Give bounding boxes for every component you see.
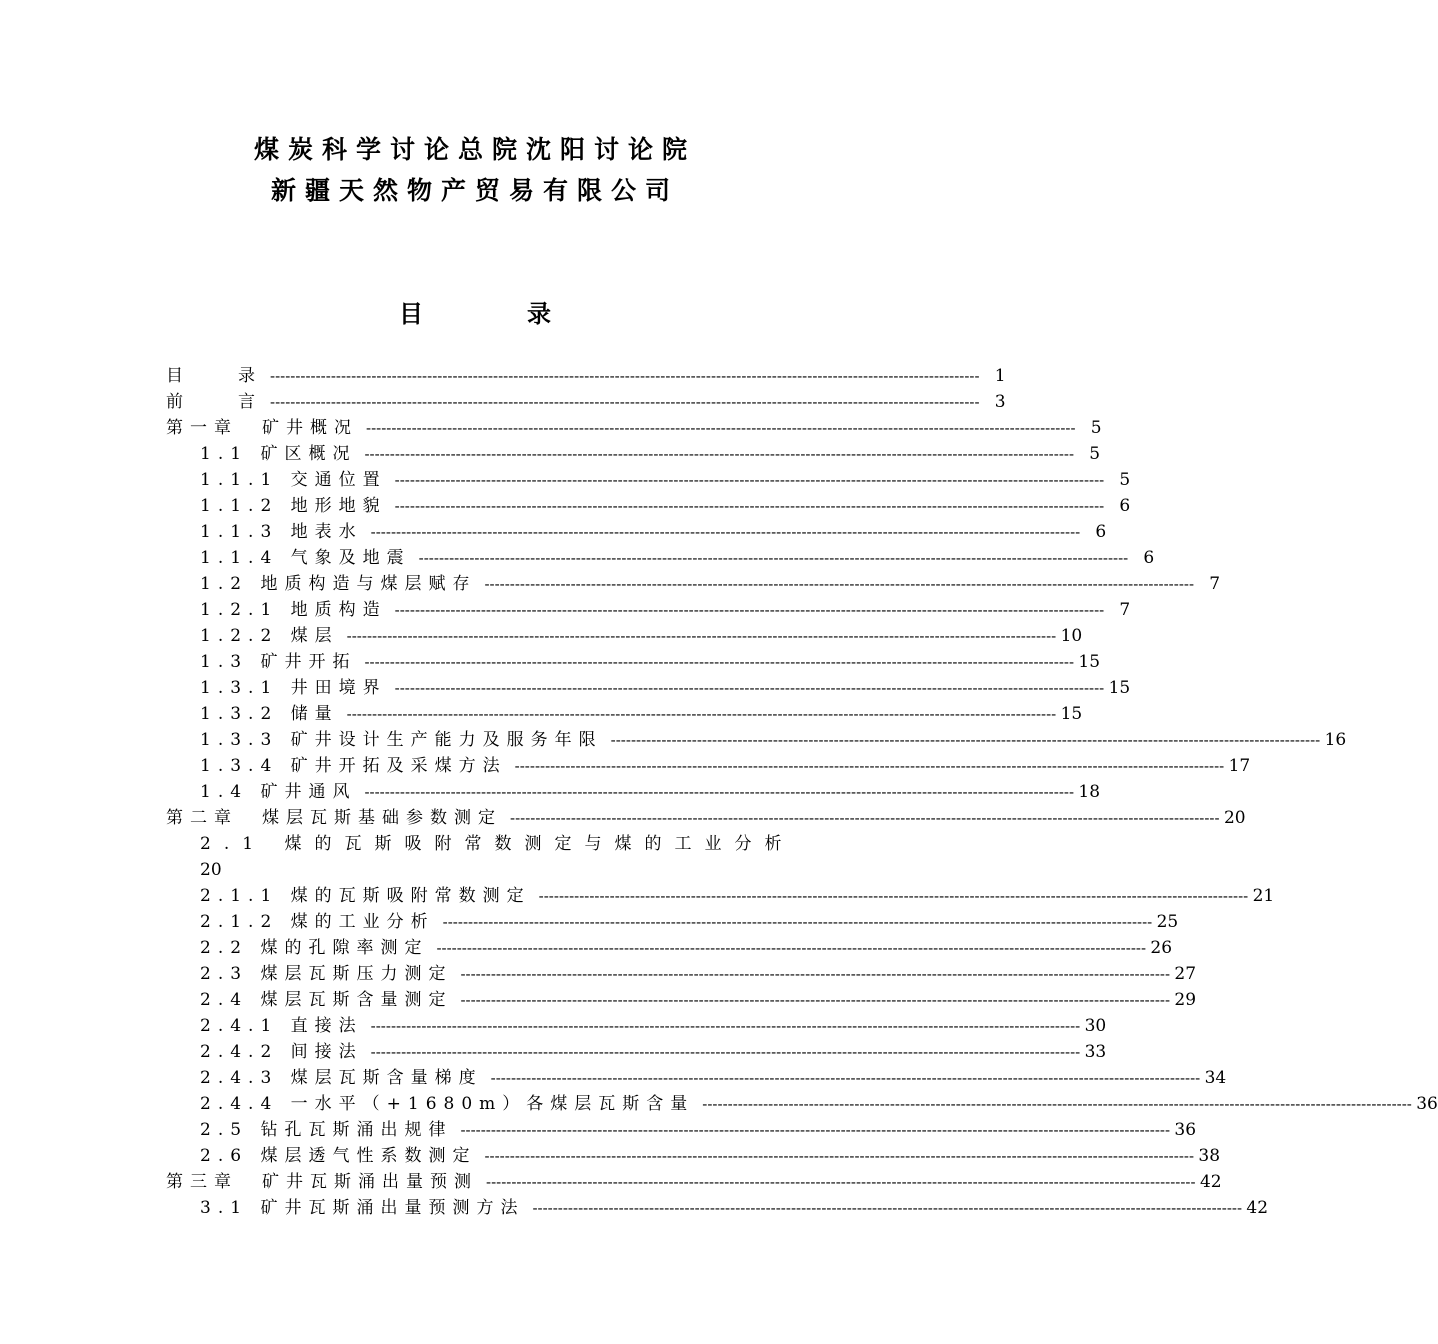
toc-entry[interactable]	[166, 1013, 1107, 1039]
toc-title: 目 录	[399, 300, 591, 328]
dot-leader: --------------------------------------------------------------------------------------------------------------------------------------------	[436, 939, 1147, 957]
toc-entry-label: 2.4.2 间接法	[200, 1042, 363, 1062]
dot-leader: --------------------------------------------------------------------------------------------------------------------------------------------	[418, 549, 1129, 567]
dot-leader: --------------------------------------------------------------------------------------------------------------------------------------------	[366, 419, 1076, 437]
toc-entry-label: 目 录	[166, 366, 262, 386]
org-name-line1: 煤炭科学讨论总院沈阳讨论院	[253, 135, 696, 164]
toc-entry[interactable]	[166, 675, 1131, 701]
toc-entry[interactable]	[166, 1065, 1227, 1091]
toc-entry-page: 25	[1156, 912, 1179, 932]
dot-leader: --------------------------------------------------------------------------------------------------------------------------------------------	[346, 627, 1057, 645]
dot-leader: --------------------------------------------------------------------------------------------------------------------------------------------	[490, 1069, 1201, 1087]
toc-entry-label: 1.3.2 储量	[200, 704, 339, 724]
toc-entry[interactable]	[166, 727, 1347, 753]
toc-entry-page: 17	[1228, 756, 1251, 776]
toc-entry-label: 1.1 矿区概况	[200, 444, 357, 464]
dot-leader: --------------------------------------------------------------------------------------------------------------------------------------------	[442, 913, 1153, 931]
toc-entry[interactable]	[166, 701, 1083, 727]
toc-entry-label: 1.2 地质构造与煤层赋存	[200, 574, 477, 594]
dot-leader: --------------------------------------------------------------------------------------------------------------------------------------------	[460, 1121, 1171, 1139]
toc-entry[interactable]	[166, 1117, 1197, 1143]
toc-entry-page: 21	[1252, 886, 1275, 906]
dot-leader: --------------------------------------------------------------------------------------------------------------------------------------------	[610, 731, 1321, 749]
dot-leader: --------------------------------------------------------------------------------------------------------------------------------------------	[346, 705, 1057, 723]
toc-entry[interactable]	[166, 1195, 1269, 1221]
dot-leader: --------------------------------------------------------------------------------------------------------------------------------------------	[484, 575, 1195, 593]
toc-entry-page: 7	[1209, 574, 1221, 594]
toc-entry[interactable]	[166, 571, 1221, 597]
toc-entry[interactable]	[166, 883, 1275, 909]
toc-entry[interactable]	[166, 415, 1102, 441]
toc-entry-label: 1.3 矿井开拓	[200, 652, 357, 672]
dot-leader: --------------------------------------------------------------------------------------------------------------------------------------------	[270, 393, 980, 411]
toc-entry-label: 2.6 煤层透气性系数测定	[200, 1146, 477, 1166]
toc-entry-page: 6	[1143, 548, 1155, 568]
toc-entry-label: 2.1.1 煤的瓦斯吸附常数测定	[200, 886, 531, 906]
toc-entry-page: 16	[1324, 730, 1347, 750]
toc-entry-page: 30	[1084, 1016, 1107, 1036]
dot-leader: --------------------------------------------------------------------------------------------------------------------------------------------	[364, 445, 1075, 463]
toc-entry-page: 6	[1119, 496, 1131, 516]
toc-entry-page: 42	[1246, 1198, 1269, 1218]
toc-entry-label: 2.5 钻孔瓦斯涌出规律	[200, 1120, 453, 1140]
toc-entry-label: 2.4.3 煤层瓦斯含量梯度	[200, 1068, 483, 1088]
dot-leader: --------------------------------------------------------------------------------------------------------------------------------------------	[394, 471, 1105, 489]
toc-entry[interactable]	[166, 1039, 1107, 1065]
dot-leader: --------------------------------------------------------------------------------------------------------------------------------------------	[460, 991, 1171, 1009]
toc-entry-page: 5	[1090, 418, 1102, 438]
table-of-contents	[166, 363, 1438, 1221]
toc-entry-page: 29	[1174, 990, 1197, 1010]
toc-entry-page: 5	[1119, 470, 1131, 490]
dot-leader: --------------------------------------------------------------------------------------------------------------------------------------------	[364, 653, 1075, 671]
toc-entry[interactable]	[166, 805, 1246, 831]
toc-entry[interactable]	[166, 779, 1101, 805]
toc-entry[interactable]	[166, 753, 1251, 779]
toc-entry-label: 1.1.4 气象及地震	[200, 548, 411, 568]
toc-entry-label: 前 言	[166, 392, 262, 412]
toc-entry[interactable]	[166, 1169, 1222, 1195]
toc-entry[interactable]	[166, 1143, 1221, 1169]
dot-leader: --------------------------------------------------------------------------------------------------------------------------------------------	[370, 1043, 1081, 1061]
toc-entry-page: 26	[1150, 938, 1173, 958]
toc-entry-label: 1.3.3 矿井设计生产能力及服务年限	[200, 730, 603, 750]
toc-entry-page: 20	[200, 860, 222, 880]
toc-entry-page: 15	[1060, 704, 1083, 724]
toc-entry-label: 2.3 煤层瓦斯压力测定	[200, 964, 453, 984]
toc-entry-page: 15	[1078, 652, 1101, 672]
dot-leader: --------------------------------------------------------------------------------------------------------------------------------------------	[460, 965, 1171, 983]
toc-entry-page: 10	[1060, 626, 1083, 646]
dot-leader: --------------------------------------------------------------------------------------------------------------------------------------------	[364, 783, 1075, 801]
toc-entry[interactable]	[166, 597, 1131, 623]
dot-leader: --------------------------------------------------------------------------------------------------------------------------------------------	[702, 1095, 1412, 1113]
toc-entry[interactable]	[166, 623, 1083, 649]
toc-entry-page: 36	[1416, 1094, 1438, 1114]
toc-entry-page: 33	[1084, 1042, 1107, 1062]
dot-leader: --------------------------------------------------------------------------------------------------------------------------------------------	[394, 601, 1105, 619]
dot-leader: --------------------------------------------------------------------------------------------------------------------------------------------	[394, 497, 1105, 515]
toc-entry[interactable]	[166, 389, 1006, 415]
toc-entry-page: 38	[1198, 1146, 1221, 1166]
dot-leader: --------------------------------------------------------------------------------------------------------------------------------------------	[370, 1017, 1081, 1035]
toc-entry-page: 34	[1204, 1068, 1227, 1088]
toc-entry-label: 1.1.1 交通位置	[200, 470, 387, 490]
toc-entry-label: 第一章 矿井概况	[166, 418, 358, 438]
toc-entry-label: 2.1.2 煤的工业分析	[200, 912, 435, 932]
toc-entry-label: 第三章 矿井瓦斯涌出量预测	[166, 1172, 478, 1192]
dot-leader: --------------------------------------------------------------------------------------------------------------------------------------------	[394, 679, 1105, 697]
toc-entry[interactable]	[166, 467, 1131, 493]
dot-leader: --------------------------------------------------------------------------------------------------------------------------------------------	[370, 523, 1081, 541]
toc-entry-page: 18	[1078, 782, 1101, 802]
toc-entry[interactable]	[166, 1091, 1438, 1117]
toc-entry-label: 1.3.4 矿井开拓及采煤方法	[200, 756, 507, 776]
toc-entry-label: 2.4.4 一水平（+1680m）各煤层瓦斯含量	[200, 1094, 695, 1114]
toc-entry[interactable]	[166, 493, 1131, 519]
toc-entry-page: 3	[994, 392, 1006, 412]
toc-entry[interactable]	[166, 363, 1006, 389]
toc-entry-page: 5	[1089, 444, 1101, 464]
toc-entry-page: 20	[1223, 808, 1246, 828]
toc-entry[interactable]	[166, 441, 1101, 467]
toc-entry-page: 36	[1174, 1120, 1197, 1140]
toc-entry-label: 2.1 煤的瓦斯吸附常数测定与煤的工业分析	[200, 834, 795, 854]
toc-entry-page: 7	[1119, 600, 1131, 620]
toc-entry[interactable]	[166, 935, 1173, 961]
dot-leader: --------------------------------------------------------------------------------------------------------------------------------------------	[538, 887, 1249, 905]
toc-entry-label: 1.4 矿井通风	[200, 782, 357, 802]
toc-entry-label: 1.1.2 地形地貌	[200, 496, 387, 516]
toc-entry[interactable]	[166, 831, 806, 883]
toc-entry[interactable]	[166, 909, 1179, 935]
toc-entry[interactable]	[166, 649, 1101, 675]
org-name-line2: 新疆天然物产贸易有限公司	[270, 176, 679, 205]
dot-leader: --------------------------------------------------------------------------------------------------------------------------------------------	[484, 1147, 1195, 1165]
dot-leader: --------------------------------------------------------------------------------------------------------------------------------------------	[270, 367, 980, 385]
toc-entry[interactable]	[166, 519, 1107, 545]
toc-entry-label: 1.3.1 井田境界	[200, 678, 387, 698]
toc-entry-label: 1.2.1 地质构造	[200, 600, 387, 620]
dot-leader: --------------------------------------------------------------------------------------------------------------------------------------------	[486, 1173, 1196, 1191]
toc-entry[interactable]	[166, 545, 1155, 571]
toc-entry-label: 2.2 煤的孔隙率测定	[200, 938, 429, 958]
toc-entry-page: 15	[1108, 678, 1131, 698]
dot-leader: --------------------------------------------------------------------------------------------------------------------------------------------	[514, 757, 1225, 775]
dot-leader: --------------------------------------------------------------------------------------------------------------------------------------------	[532, 1199, 1243, 1217]
toc-entry-label: 2.4 煤层瓦斯含量测定	[200, 990, 453, 1010]
toc-entry-page: 6	[1095, 522, 1107, 542]
toc-entry-page: 1	[994, 366, 1006, 386]
toc-entry[interactable]	[166, 987, 1197, 1013]
toc-entry-label: 第二章 煤层瓦斯基础参数测定	[166, 808, 502, 828]
toc-entry-label: 1.2.2 煤层	[200, 626, 339, 646]
toc-entry-page: 27	[1174, 964, 1197, 984]
toc-entry-page: 42	[1199, 1172, 1222, 1192]
dot-leader: --------------------------------------------------------------------------------------------------------------------------------------------	[510, 809, 1220, 827]
toc-entry-label: 3.1 矿井瓦斯涌出量预测方法	[200, 1198, 525, 1218]
toc-entry-label: 2.4.1 直接法	[200, 1016, 363, 1036]
toc-entry-label: 1.1.3 地表水	[200, 522, 363, 542]
toc-entry[interactable]	[166, 961, 1197, 987]
